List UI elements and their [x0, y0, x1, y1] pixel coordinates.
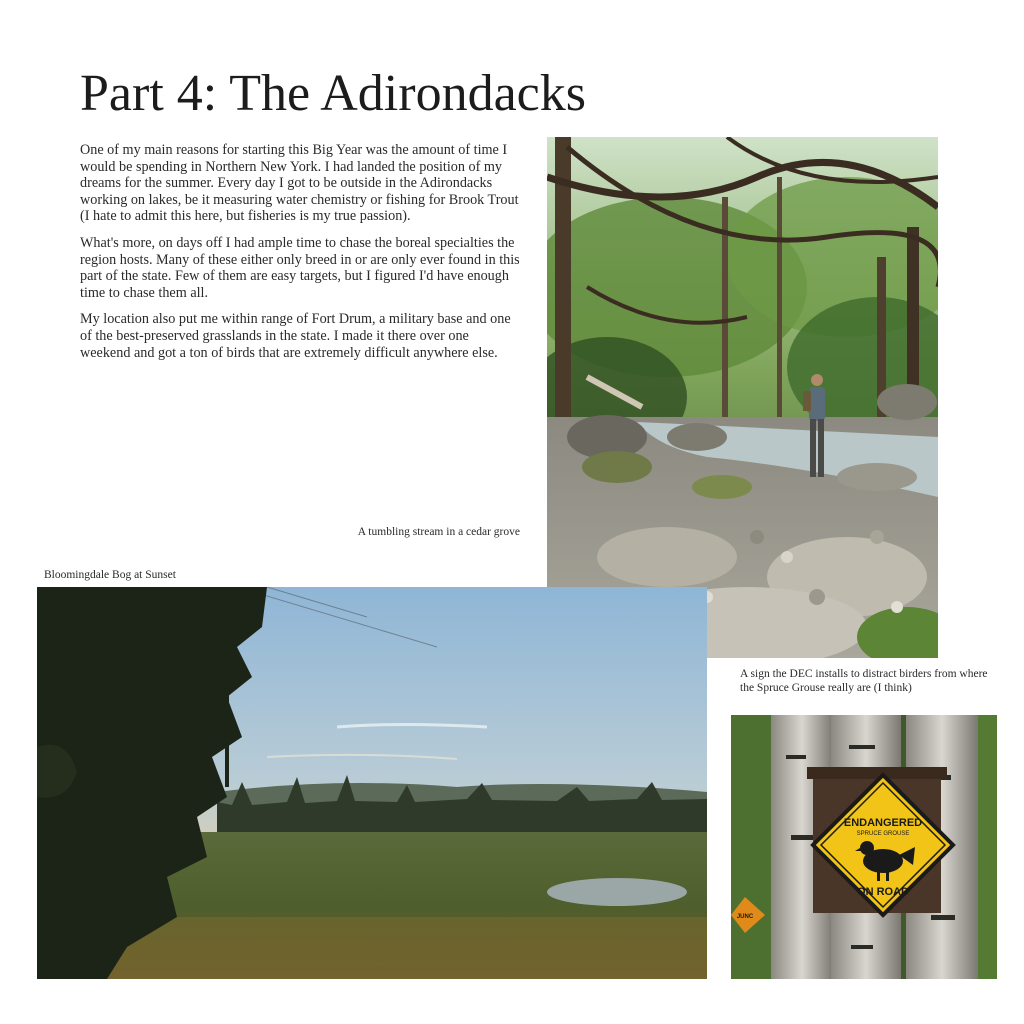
- sign-text-on-road: ON ROAD: [857, 886, 909, 898]
- sign-photo-image: [731, 715, 997, 979]
- bog-photo-image: [37, 587, 707, 979]
- paragraph-1: One of my main reasons for starting this Big Year was the amount of time I would be spending in Northern New York. I had landed the position of my dreams for the summer. Every day I got to be outside in the Adirondacks working on lakes, be it measuring water chemistry or fishing for Brook Trout (I hate to admit this here, but fisheries is my true passion).: [80, 142, 519, 225]
- paragraph-2: What's more, on days off I had ample time to chase the boreal specialties the region hosts. Many of these either only breed in or are only ever found in this part of the state. Few of them are easy targets, but I figured I'd have enough time to chase them all.: [80, 234, 520, 301]
- page-title: Part 4: The Adirondacks: [80, 65, 586, 122]
- sign-photo-caption: A sign the DEC installs to distract birders from where the Spruce Grouse really are (I think): [740, 668, 988, 694]
- body-text: [80, 142, 520, 371]
- sign-photo: [731, 715, 997, 979]
- sign-text-endangered: ENDANGERED: [843, 817, 923, 829]
- stream-photo-image: [547, 137, 938, 658]
- bog-photo-caption: Bloomingdale Bog at Sunset: [44, 569, 176, 581]
- stream-photo: [547, 137, 938, 658]
- bog-photo: [37, 587, 707, 979]
- stream-photo-caption: A tumbling stream in a cedar grove: [357, 526, 520, 538]
- side-sign-text: JUNC: [736, 914, 754, 920]
- sign-text-spruce-grouse: SPRUCE GROUSE: [856, 831, 910, 837]
- paragraph-3: My location also put me within range of Fort Drum, a military base and one of the best-preserved grasslands in the state. I made it there over one weekend and got a ton of birds that are extremely difficult anywhere else.: [80, 311, 511, 361]
